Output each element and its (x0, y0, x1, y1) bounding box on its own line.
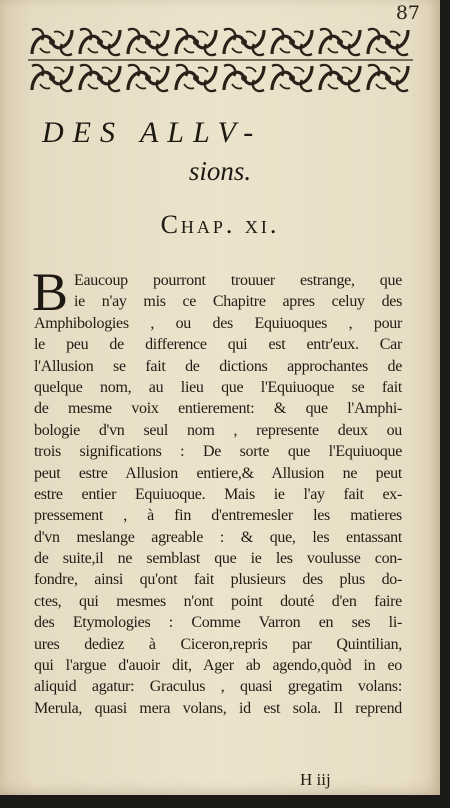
text-line: Amphibologies , ou des Equiuoques , pour (34, 314, 402, 332)
ornamental-headpiece (28, 24, 413, 96)
text-line: de suite,il ne semblast que ie les voulusse con- (34, 550, 402, 568)
text-line: le peu de difference qui est entr'eux. Car (34, 336, 402, 354)
chapter-title-line-1: DES ALLV- (42, 116, 263, 149)
text-line: trois significations : De sorte que l'Equiuoque (34, 443, 402, 461)
body-text (32, 262, 402, 719)
text-line: des Etymologies : Comme Varron en ses li- (34, 614, 402, 632)
page-number: 87 (395, 2, 420, 24)
text-line: fondre, ainsi qu'ont fait plusieurs des plus do- (34, 571, 402, 589)
signature-mark: H iij (300, 770, 331, 789)
text-line: Eaucoup pourront trouuer estrange, que (74, 272, 402, 289)
text-line: d'vn meslange agreable : & que, les entassant (34, 528, 402, 546)
text-line: ctes, qui mesmes n'ont point douté d'en faire (34, 592, 402, 610)
text-line: de mesme voix entierement: & que l'Amphi- (34, 400, 402, 418)
text-line: qui l'argue d'auoir dit, Ager ab agendo,quòd in eo (34, 657, 402, 675)
text-line: ures dediez à Ciceron,repris par Quintilian, (34, 635, 402, 653)
chapter-title-line-2: sions. (188, 156, 252, 186)
text-line: quelque nom, au lieu que l'Equiuoque se fait (34, 378, 402, 396)
text-line: Merula, quasi mera volans, id est sola. Il reprend (34, 699, 402, 717)
text-line: bologie d'vn seul nom , represente deux ou (34, 421, 402, 439)
text-line: ie n'ay mis ce Chapitre apres celuy des (74, 293, 402, 311)
drop-cap: B (32, 262, 69, 322)
text-line: estre entier Equiuoque. Mais ie l'ay fait ex- (34, 485, 402, 503)
text-line: peut estre Allusion entiere,& Allusion ne peut (34, 464, 402, 482)
chapter-number: Chap. xi. (160, 210, 280, 239)
text-line: pressement , à fin d'entremesler les matieres (34, 507, 402, 525)
text-line: aliquid agatur: Graculus , quasi gregatim volans: (34, 678, 402, 696)
text-line: l'Allusion se fait de dictions approchantes de (34, 357, 402, 375)
